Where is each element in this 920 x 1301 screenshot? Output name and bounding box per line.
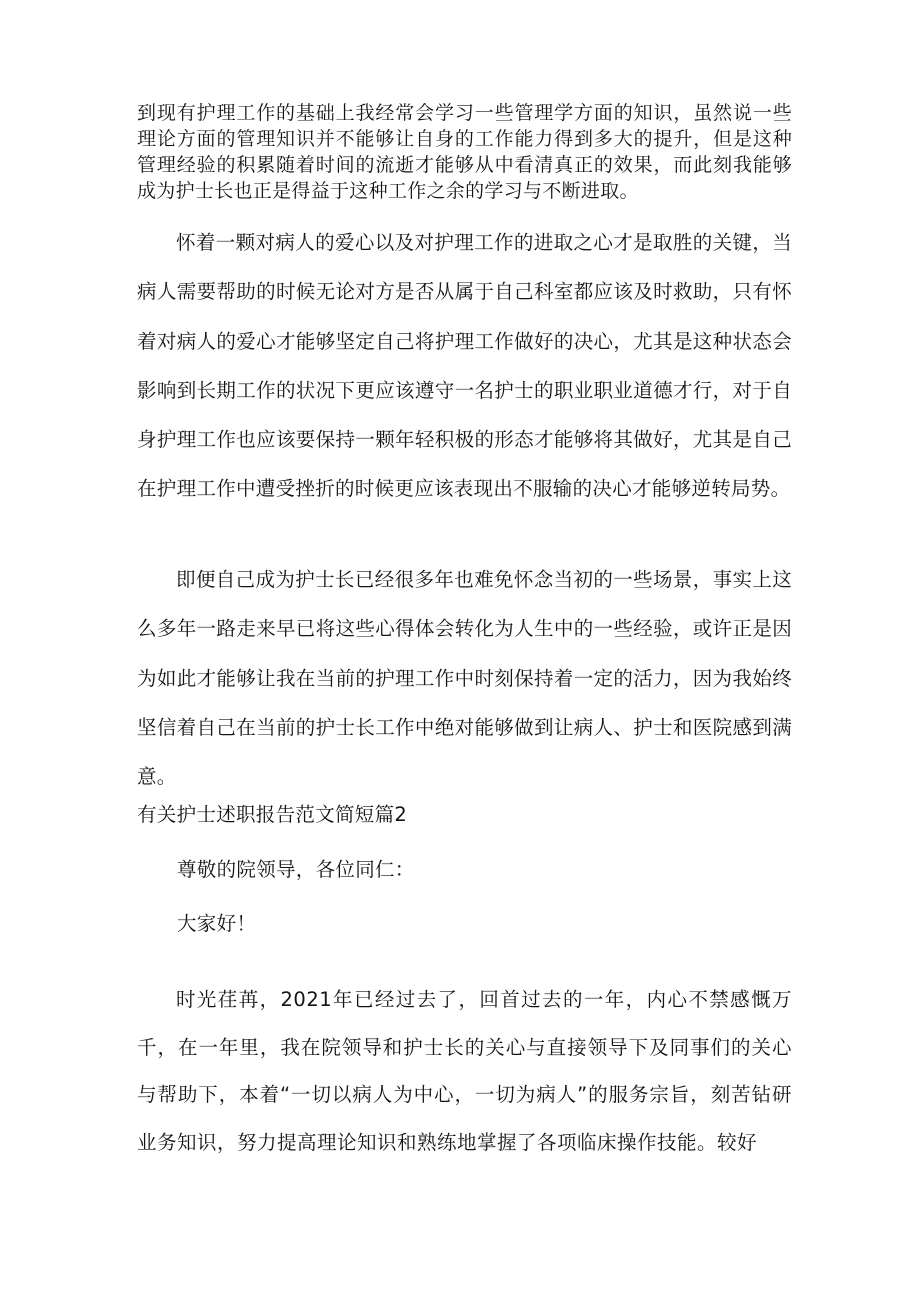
paragraph-caring-for-patients: 怀着一颗对病人的爱心以及对护理工作的进取之心才是取胜的关键，当病人需要帮助的时候无论对方是否从属于自己科室都应该及时救助，只有怀着对病人的爱心才能够坚定自己将护理工作做好的决心，尤其是这种状态会影响到长期工作的状况下更应该遵守一名护士的职业职业道德才行，对于自身护理工作也应该要保持一颗年轻积极的形态才能够将其做好，尤其是自己在护理工作中遭受挫折的时候更应该表现出不服输的决心才能够逆转局势。 — [137, 231, 792, 501]
paragraph-years-as-head-nurse: 即便自己成为护士长已经很多年也难免怀念当初的一些场景，事实上这么多年一路走来早已将这些心得体会转化为人生中的一些经验，或许正是因为如此才能够让我在当前的护理工作中时刻保持着一定的活力，因为我始终坚信着自己在当前的护士长工作中绝对能够做到让病人、护士和医院感到满意。 — [137, 568, 792, 789]
section-heading: 有关护士述职报告范文简短篇2 — [137, 803, 408, 826]
greeting-line: 尊敬的院领导，各位同仁： — [177, 858, 415, 881]
paragraph-year-review: 时光荏苒，2021年已经过去了，回首过去的一年，内心不禁感慨万千，在一年里，我在院领导和护士长的关心与直接领导下及同事们的关心与帮助下，本着“一切以病人为中心，一切为病人”的服务宗旨，刻苦钻研业务知识，努力提高理论知识和熟练地掌握了各项临床操作技能。较好 — [137, 988, 792, 1154]
paragraph-management-study: 到现有护理工作的基础上我经常会学习一些管理学方面的知识，虽然说一些理论方面的管理知识并不能够让自身的工作能力得到多大的提升，但是这种管理经验的积累随着时间的流逝才能够从中看清真正的效果，而此刻我能够成为护士长也正是得益于这种工作之余的学习与不断进取。 — [137, 102, 792, 202]
hello-line: 大家好！ — [177, 912, 257, 935]
